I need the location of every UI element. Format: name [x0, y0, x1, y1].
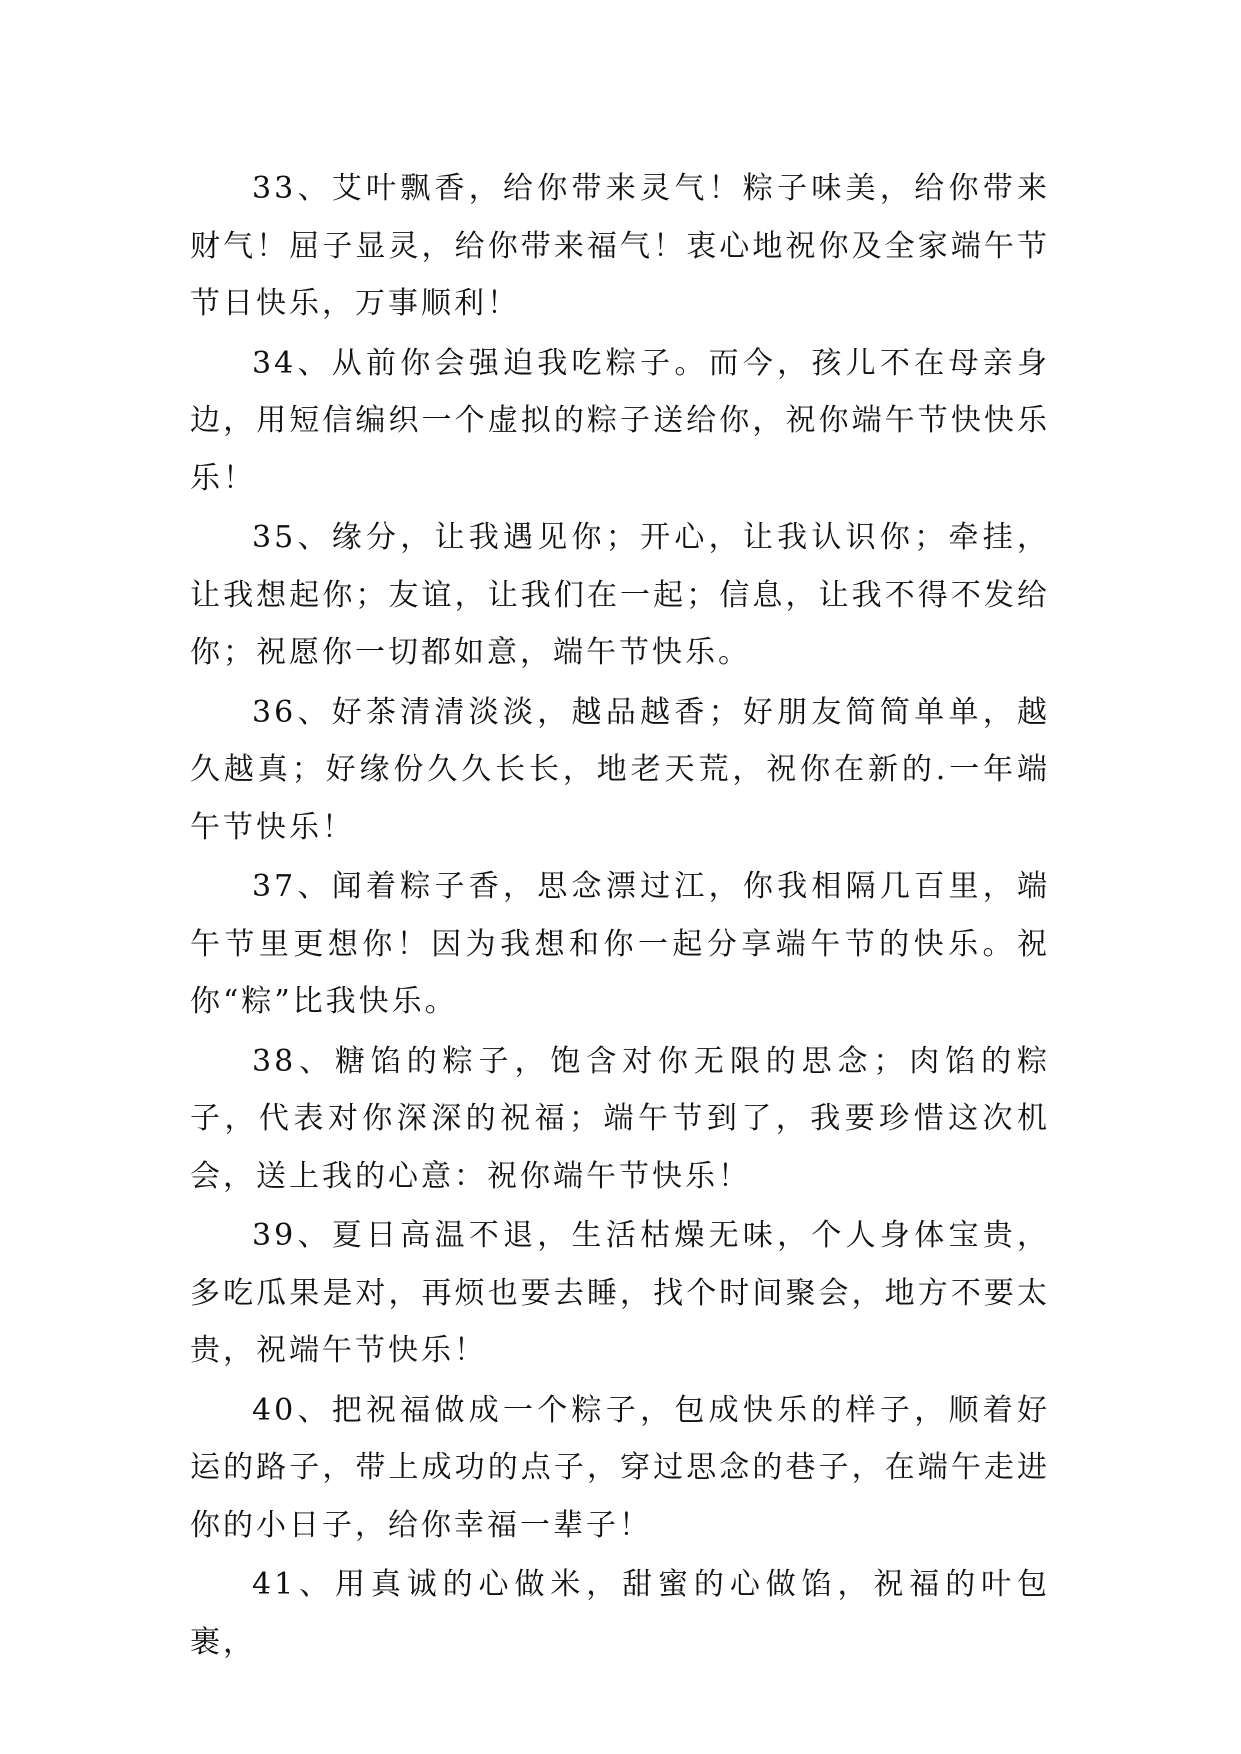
- paragraph-38: 38、糖馅的粽子，饱含对你无限的思念；肉馅的粽子，代表对你深深的祝福；端午节到了，我要珍惜这次机会，送上我的心意：祝你端午节快乐！: [190, 1043, 1050, 1194]
- document-body: [190, 160, 1050, 1673]
- paragraph-36: 36、好茶清清淡淡，越品越香；好朋友简简单单，越久越真；好缘份久久长长，地老天荒，祝你在新的.一年端午节快乐！: [190, 694, 1050, 845]
- paragraph-37: 37、闻着粽子香，思念漂过江，你我相隔几百里，端午节里更想你！因为我想和你一起分享端午节的快乐。祝你“粽”比我快乐。: [190, 869, 1050, 1019]
- paragraph-41: 41、用真诚的心做米，甜蜜的心做馅，祝福的叶包裹，: [190, 1567, 1050, 1660]
- paragraph-34: 34、从前你会强迫我吃粽子。而今，孩儿不在母亲身边，用短信编织一个虚拟的粽子送给你，祝你端午节快快乐乐！: [190, 345, 1050, 496]
- paragraph-40: 40、把祝福做成一个粽子，包成快乐的样子，顺着好运的路子，带上成功的点子，穿过思念的巷子，在端午走进你的小日子，给你幸福一辈子！: [190, 1392, 1050, 1543]
- paragraph-33: 33、艾叶飘香，给你带来灵气！粽子味美，给你带来财气！屈子显灵，给你带来福气！衷心地祝你及全家端午节节日快乐，万事顺利！: [190, 171, 1050, 321]
- paragraph-39: 39、夏日高温不退，生活枯燥无味，个人身体宝贵，多吃瓜果是对，再烦也要去睡，找个时间聚会，地方不要太贵，祝端午节快乐！: [190, 1218, 1050, 1368]
- paragraph-35: 35、缘分，让我遇见你；开心，让我认识你；牵挂，让我想起你；友谊，让我们在一起；信息，让我不得不发给你；祝愿你一切都如意，端午节快乐。: [190, 520, 1050, 670]
